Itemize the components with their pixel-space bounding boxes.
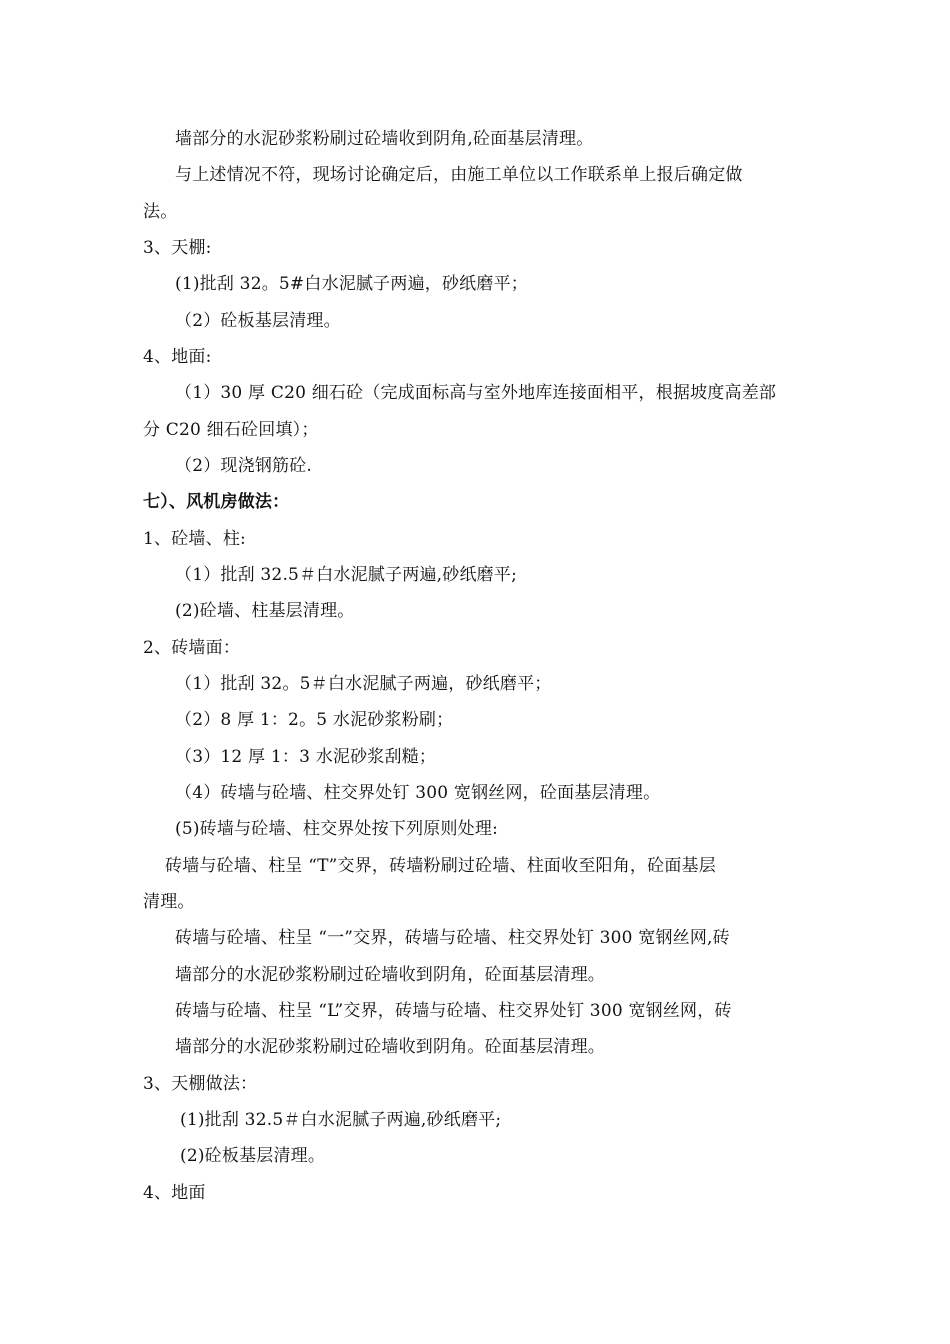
paragraph-line: 与上述情况不符，现场讨论确定后，由施工单位以工作联系单上报后确定做 [175, 165, 743, 185]
list-item: （3）12 厚 1：3 水泥砂浆刮糙； [175, 747, 437, 767]
list-item: (2)砼墙、柱基层清理。 [175, 601, 355, 621]
chapter-heading: 七）、风机房做法： [143, 492, 290, 512]
list-item: (1)批刮 32.5＃白水泥腻子两遍,砂纸磨平; [180, 1110, 502, 1130]
list-item: （1）批刮 32.5＃白水泥腻子两遍,砂纸磨平; [175, 565, 518, 585]
section-heading: 4、地面: [143, 347, 212, 367]
list-item: (2)砼板基层清理。 [180, 1146, 326, 1166]
section-heading: 3、天棚做法： [143, 1074, 258, 1094]
list-item: （2）8 厚 1：2。5 水泥砂浆粉刷； [175, 710, 454, 730]
paragraph-line: 清理。 [143, 892, 195, 912]
section-heading: 1、砼墙、柱: [143, 529, 246, 549]
paragraph-line: 砖墙与砼墙、柱呈 “T”交界，砖墙粉刷过砼墙、柱面收至阳角，砼面基层 [165, 856, 716, 876]
list-item: （4）砖墙与砼墙、柱交界处钉 300 宽钢丝网，砼面基层清理。 [175, 783, 661, 803]
list-item: （1）30 厚 C20 细石砼（完成面标高与室外地库连接面相平，根据坡度高差部 [175, 383, 777, 403]
list-item: （2）砼板基层清理。 [175, 311, 341, 331]
list-item: （1）批刮 32。5＃白水泥腻子两遍，砂纸磨平； [175, 674, 552, 694]
paragraph-line: 墙部分的水泥砂浆粉刷过砼墙收到阴角，砼面基层清理。 [175, 965, 605, 985]
paragraph-line: 墙部分的水泥砂浆粉刷过砼墙收到阴角,砼面基层清理。 [175, 129, 594, 149]
paragraph-line: 砖墙与砼墙、柱呈 “L”交界，砖墙与砼墙、柱交界处钉 300 宽钢丝网，砖 [175, 1001, 732, 1021]
paragraph-line: 法。 [143, 202, 178, 222]
list-item: (5)砖墙与砼墙、柱交界处按下列原则处理: [175, 819, 499, 839]
list-item: （2）现浇钢筋砼. [175, 456, 313, 476]
paragraph-line: 砖墙与砼墙、柱呈 “一”交界，砖墙与砼墙、柱交界处钉 300 宽钢丝网,砖 [175, 928, 730, 948]
paragraph-line: 分 C20 细石砼回填）； [143, 420, 319, 440]
list-item: (1)批刮 32。5#白水泥腻子两遍，砂纸磨平； [175, 274, 528, 294]
section-heading: 3、天棚: [143, 238, 212, 258]
paragraph-line: 墙部分的水泥砂浆粉刷过砼墙收到阴角。砼面基层清理。 [175, 1037, 605, 1057]
section-heading: 2、砖墙面： [143, 638, 241, 658]
section-heading: 4、地面 [143, 1183, 206, 1203]
